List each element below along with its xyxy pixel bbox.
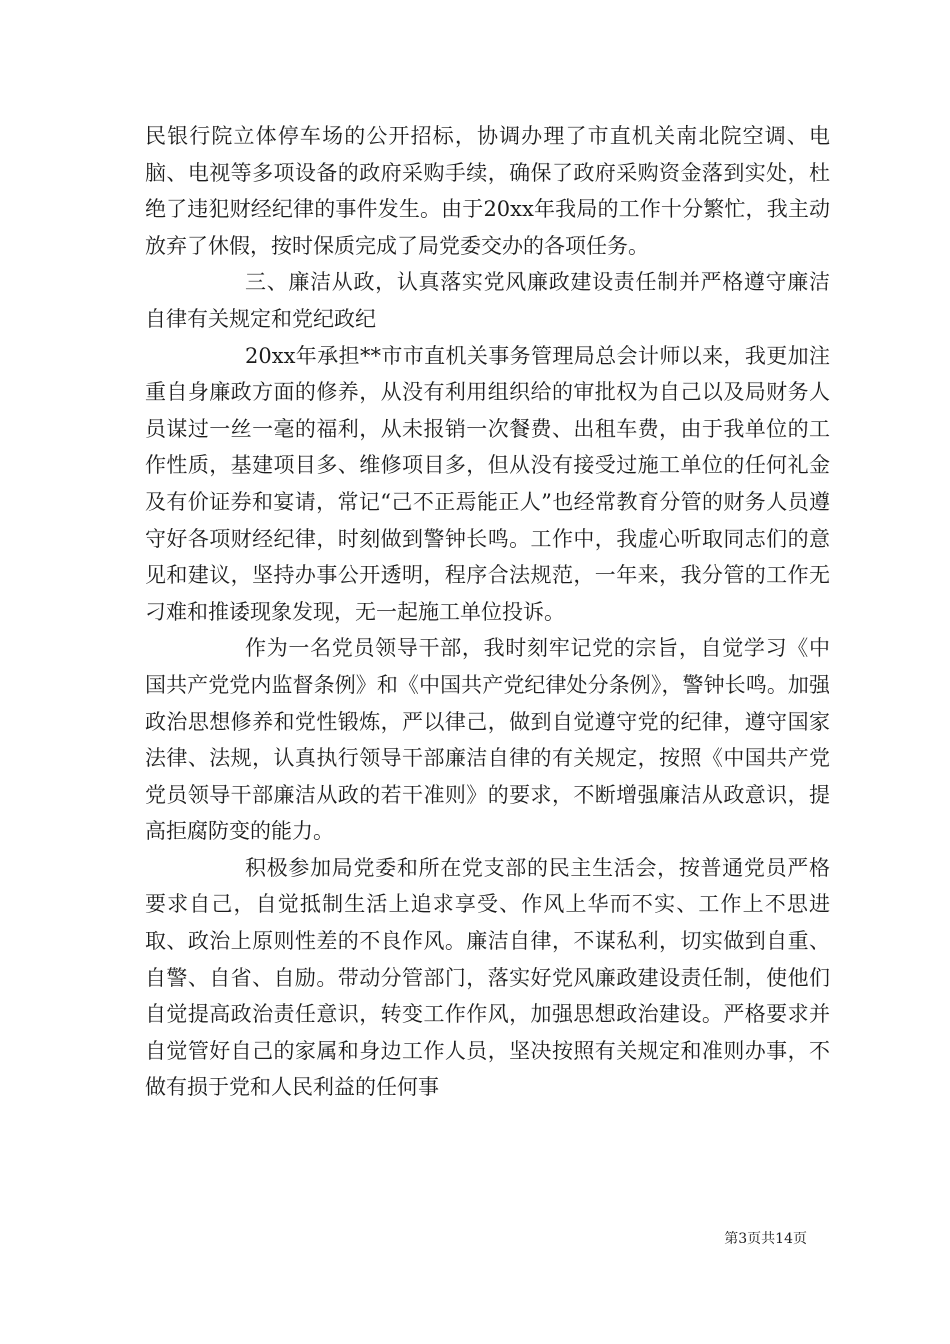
paragraph-democratic-life: 积极参加局党委和所在党支部的民主生活会，按普通党员严格要求自己，自觉抵制生活上追求享受、作风上华而不实、工作上不思进取、政治上原则性差的不良作风。廉洁自律，不谋私利，切实做到自重、自警、自省、自励。带动分管部门，落实好党风廉政建设责任制，使他们自觉提高政治责任意识，转变工作作风，加强思想政治建设。严格要求并自觉管好自己的家属和身边工作人员，坚决按照有关规定和准则办事，不做有损于党和人民利益的任何事 — [145, 855, 830, 1100]
page-footer: 第3页共14页 — [724, 1231, 807, 1247]
paragraph-integrity: 20xx年承担**市市直机关事务管理局总会计师以来，我更加注重自身廉政方面的修养，从没有利用组织给的审批权为自己以及局财务人员谋过一丝一毫的福利，从未报销一次餐费、出租车费，由于我单位的工作性质，基建项目多、维修项目多，但从没有接受过施工单位的任何礼金及有价证券和宴请，常记“己不正焉能正人”也经常教育分管的财务人员遵守好各项财经纪律，时刻做到警钟长鸣。工作中，我虚心听取同志们的意见和建议，坚持办事公开透明，程序合法规范，一年来，我分管的工作无刁难和推诿现象发现，无一起施工单位投诉。 — [145, 343, 830, 624]
document-body — [145, 118, 830, 1106]
paragraph-continuation: 民银行院立体停车场的公开招标，协调办理了市直机关南北院空调、电脑、电视等多项设备的政府采购手续，确保了政府采购资金落到实处，杜绝了违犯财经纪律的事件发生。由于20xx年我局的工作十分繁忙，我主动放弃了休假，按时保质完成了局党委交办的各项任务。 — [145, 124, 830, 258]
section-heading: 三、廉洁从政，认真落实党风廉政建设责任制并严格遵守廉洁自律有关规定和党纪政纪 — [145, 270, 830, 331]
paragraph-party-member: 作为一名党员领导干部，我时刻牢记党的宗旨，自觉学习《中国共产党党内监督条例》和《中国共产党纪律处分条例》，警钟长鸣。加强政治思想修养和党性锻炼，严以律己，做到自觉遵守党的纪律，遵守国家法律、法规，认真执行领导干部廉洁自律的有关规定，按照《中国共产党党员领导干部廉洁从政的若干准则》的要求，不断增强廉洁从政意识，提高拒腐防变的能力。 — [145, 636, 830, 844]
